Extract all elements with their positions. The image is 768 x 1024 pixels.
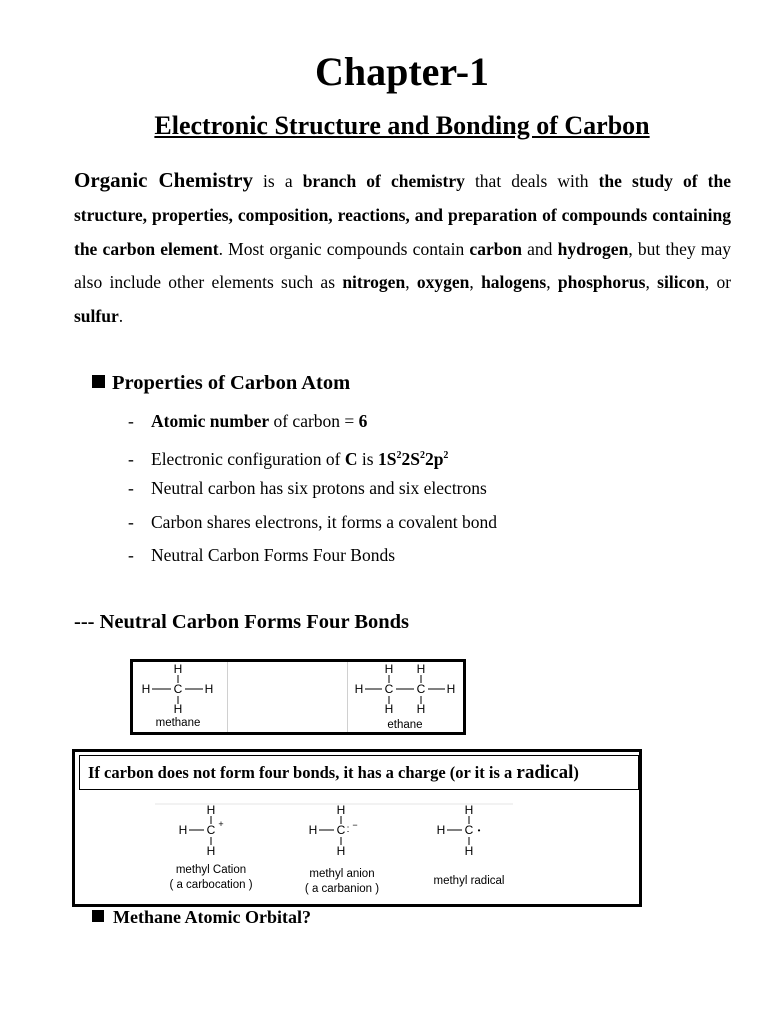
intro-bold: halogens <box>481 272 547 293</box>
list-item-text: Carbon shares electrons, it forms a covalent bond <box>151 511 498 532</box>
intro-text: that deals with <box>464 171 599 191</box>
list-item <box>128 472 497 506</box>
intro-term: Organic Chemistry <box>74 168 253 192</box>
methyl-anion-structure <box>305 803 379 895</box>
electron-configuration <box>378 449 448 469</box>
list-item <box>128 506 497 540</box>
dash-bullet: - <box>128 411 134 431</box>
dash-bullet: - <box>128 511 134 532</box>
atom-h: H <box>416 662 426 676</box>
radical-label: methyl radical <box>433 875 505 887</box>
list-item-text: of carbon = <box>269 411 359 431</box>
intro-bold: hydrogen <box>557 238 629 259</box>
intro-text: , but they may also include other elements such as <box>74 238 731 293</box>
anion-sublabel: ( a carbanion ) <box>304 883 380 895</box>
atom-h: H <box>173 702 183 716</box>
intro-text: , <box>546 272 558 293</box>
anion-label: methyl anion <box>309 868 375 880</box>
negative-charge: − <box>352 820 358 830</box>
list-item-text: Neutral Carbon Forms Four Bonds <box>151 545 396 566</box>
banner-text: If carbon does not form four bonds, it has a charge (or it is a <box>88 763 517 782</box>
intro-bold: sulfur <box>74 306 119 327</box>
intro-text: , or <box>704 272 732 293</box>
atom-h: H <box>178 823 188 837</box>
atom-h: H <box>141 682 151 696</box>
superscript: 2 <box>443 449 449 461</box>
charged-species-svg <box>75 752 639 904</box>
ethane-structure <box>355 662 456 731</box>
bond-structures-figure <box>130 659 466 735</box>
ethane-label: ethane <box>387 719 423 731</box>
methane-label: methane <box>155 717 201 729</box>
atom-h: H <box>206 844 216 858</box>
dash-bullet: - <box>128 545 134 566</box>
list-item-text: is <box>357 448 378 469</box>
intro-bold: the study of the structure, properties, composition, reactions, and preparation of compounds containing the carbon element <box>74 171 731 259</box>
atom-h: H <box>384 662 394 676</box>
atom-c: C <box>464 823 474 837</box>
atom-h: H <box>173 662 183 676</box>
bond-structures-svg <box>133 662 463 732</box>
methane-structure <box>142 662 214 729</box>
intro-bold: nitrogen <box>342 272 406 293</box>
properties-list <box>128 405 497 573</box>
banner-radical: radical <box>516 762 574 783</box>
list-item-bold: Atomic number <box>151 411 270 431</box>
list-item <box>128 405 497 439</box>
intro-text: , <box>645 272 658 293</box>
superscript: 2 <box>419 449 425 461</box>
intro-text: , <box>469 272 482 293</box>
methyl-cation-structure <box>169 803 252 891</box>
orbital-2s: 2S <box>401 448 420 469</box>
atom-h: H <box>464 844 474 858</box>
intro-paragraph <box>74 164 731 334</box>
dash-bullet: - <box>128 478 134 499</box>
atomic-number-value: 6 <box>358 411 368 431</box>
chapter-title: Chapter-1 <box>314 49 490 94</box>
atom-h: H <box>384 702 394 716</box>
intro-bold: carbon <box>469 238 522 259</box>
list-item-text: Neutral carbon has six protons and six electrons <box>151 478 487 499</box>
atom-h: H <box>464 803 474 817</box>
list-item <box>128 439 497 473</box>
square-bullet-icon <box>92 910 104 922</box>
square-bullet-icon <box>92 375 105 388</box>
superscript: 2 <box>396 449 402 461</box>
orbital-heading <box>92 907 311 928</box>
orbital-heading-text: Methane Atomic Orbital? <box>113 907 311 927</box>
list-item-text: Electronic configuration of <box>151 448 345 469</box>
methyl-radical-structure <box>434 803 505 887</box>
positive-charge: + <box>218 819 224 829</box>
atom-c: C <box>206 823 216 837</box>
cation-sublabel: ( a carbocation ) <box>169 879 253 891</box>
lone-pair-dots: : <box>346 824 350 835</box>
atom-c: C <box>384 682 394 696</box>
atom-h: H <box>206 803 216 817</box>
list-item <box>128 539 497 573</box>
atom-h: H <box>436 823 446 837</box>
orbital-2p: 2p <box>424 448 444 469</box>
properties-heading <box>92 372 350 395</box>
intro-bold: oxygen <box>416 272 470 293</box>
atom-c: C <box>416 682 426 696</box>
cation-label: methyl Cation <box>175 864 247 876</box>
chapter-subtitle: Electronic Structure and Bonding of Carbon <box>154 111 650 140</box>
intro-text: . Most organic compounds contain <box>218 238 470 259</box>
intro-bold: silicon <box>657 272 705 293</box>
banner-text: ) <box>573 763 579 782</box>
atom-h: H <box>204 682 214 696</box>
atom-h: H <box>336 844 346 858</box>
intro-bold: branch of chemistry <box>302 171 465 191</box>
atom-h: H <box>336 803 346 817</box>
dash-bullet: - <box>128 448 134 469</box>
properties-heading-text: Properties of Carbon Atom <box>112 372 351 394</box>
atom-c: C <box>336 823 346 837</box>
carbon-symbol: C <box>344 448 358 469</box>
intro-text: and <box>521 238 558 259</box>
bonds-heading: --- Neutral Carbon Forms Four Bonds <box>74 611 410 633</box>
atom-c: C <box>173 682 183 696</box>
charged-species-figure <box>72 749 642 907</box>
atom-h: H <box>416 702 426 716</box>
radical-dot: • <box>477 826 481 835</box>
atom-h: H <box>308 823 318 837</box>
intro-bold: phosphorus <box>557 272 646 293</box>
intro-text: is a <box>252 171 303 191</box>
atom-h: H <box>446 682 456 696</box>
atom-h: H <box>354 682 364 696</box>
intro-text: . <box>118 306 124 327</box>
intro-text: , <box>405 272 417 293</box>
orbital-1s: 1S <box>377 448 397 469</box>
